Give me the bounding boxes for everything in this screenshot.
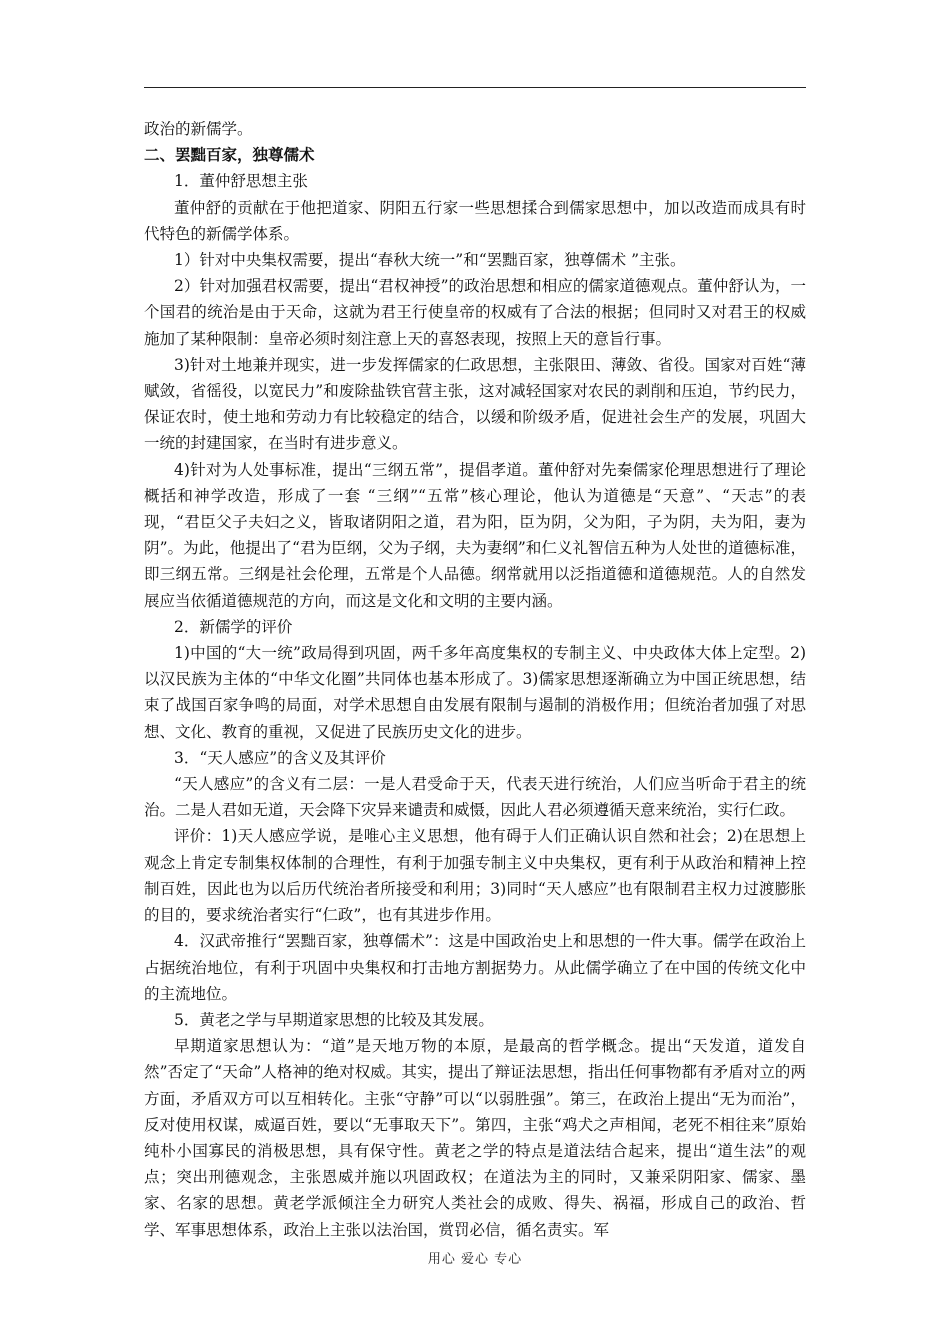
paragraph: 评价：1)天人感应学说，是唯心主义思想，他有碍于人们正确认识自然和社会；2)在思想上观念上肯定专制集权体制的合理性，有利于加强专制主义中央集权，更有利于从政治和精神上控制百姓，因此也为以后历代统治者所接受和利用；3)同时“天人感应”也有限制君主权力过渡膨胀的目的，要求统治者实行“仁政”，也有其进步作用。 — [144, 827, 806, 925]
header-rule — [144, 87, 806, 88]
paragraph: 4．汉武帝推行“罢黜百家，独尊儒术”：这是中国政治史上和思想的一件大事。儒学在政治上占据统治地位，有利于巩固中央集权和打击地方割据势力。从此儒学确立了在中国的传统文化中的主流地位。 — [144, 932, 806, 1003]
paragraph: 1）针对中央集权需要，提出“春秋大统一”和“罢黜百家，独尊儒术 ”主张。 — [174, 251, 686, 270]
section-title: 二、罢黜百家，独尊儒术 — [144, 145, 315, 165]
paragraph: 4)针对为人处事标准，提出“三纲五常”，提倡孝道。董仲舒对先秦儒家伦理思想进行了理论概括和神学改造，形成了一套 “三纲”“五常”核心理论，他认为道德是“天意”、“天志”的表现，“君臣父子夫妇之义，皆取诸阴阳之道，君为阳，臣为阴，父为阳，子为阴，夫为阳，妻为阴”。为此，他提出了“君为臣纲，父为子纲，夫为妻纲”和仁义礼智信五种为人处世的道德标准，即三纲五常。三纲是社会伦理，五常是个人品德。纲常就用以泛指道德和道德规范。人的自然发展应当依循道德规范的方向，而这是文化和文明的主要内涵。 — [144, 460, 806, 610]
paragraph: 早期道家思想认为：“道”是天地万物的本原，是最高的哲学概念。提出“天发道，道发自然”否定了“天命”人格神的绝对权威。其实，提出了辩证法思想，指出任何事物都有矛盾对立的两方面，矛盾双方可以互相转化。主张“守静”可以“以弱胜强”。第三，在政治上提出“无为而治”，反对使用权谋，威逼百姓，要以“无事取天下”。第四，主张“鸡犬之声相闻，老死不相往来”原始纯朴小国寡民的消极思想，具有保守性。黄老之学的特点是道法结合起来，提出“道生法”的观点；突出刑德观念，主张恩威并施以巩固政权；在道法为主的同时，又兼采阴阳家、儒家、墨家、名家的思想。黄老学派倾注全力研究人类社会的成败、得失、祸福，形成自己的政治、哲学、军事思想体系，政治上主张以法治国，赏罚必信，循名责实。军 — [144, 1037, 806, 1239]
paragraph: “天人感应”的含义有二层：一是人君受命于天，代表天进行统治，人们应当听命于君主的统治。二是人君如无道，天会降下灾异来谴责和威慑，因此人君必须遵循天意来统治，实行仁政。 — [144, 775, 806, 820]
document-body — [144, 116, 806, 1243]
paragraph: 3)针对土地兼并现实，进一步发挥儒家的仁政思想，主张限田、薄敛、省役。国家对百姓“薄赋敛，省徭役，以宽民力”和废除盐铁官营主张，这对减轻国家对农民的剥削和压迫，节约民力，保证农时，使土地和劳动力有比较稳定的结合，以缓和阶级矛盾，促进社会生产的发展，巩固大一统的封建国家，在当时有进步意义。 — [144, 355, 806, 453]
subheading-3: 3．“天人感应”的含义及其评价 — [174, 748, 386, 767]
paragraph: 2）针对加强君权需要，提出“君权神授”的政治思想和相应的儒家道德观点。董仲舒认为，一个国君的统治是由于天命，这就为君王行使皇帝的权威有了合法的根据；但同时又对君王的权威施加了某种限制：皇帝必须时刻注意上天的喜怒表现，按照上天的意旨行事。 — [144, 277, 806, 348]
subheading-2: 2．新儒学的评价 — [174, 617, 293, 636]
paragraph: 董仲舒的贡献在于他把道家、阴阳五行家一些思想揉合到儒家思想中，加以改造而成具有时代特色的新儒学体系。 — [144, 198, 806, 243]
paragraph: 1)中国的“大一统”政局得到巩固，两千多年高度集权的专制主义、中央政体大体上定型。2)以汉民族为主体的“中华文化圈”共同体也基本形成了。3)儒家思想逐渐确立为中国正统思想，结束了战国百家争鸣的局面，对学术思想自由发展有限制与遏制的消极作用；但统治者加强了对思想、文化、教育的重视，又促进了民族历史文化的进步。 — [144, 644, 806, 741]
subheading-1: 1．董仲舒思想主张 — [174, 172, 308, 191]
page-footer: 用心 爱心 专心 — [427, 1252, 523, 1267]
continuation-text: 政治的新儒学。 — [144, 120, 253, 138]
subheading-5: 5．黄老之学与早期道家思想的比较及其发展。 — [174, 1010, 494, 1029]
